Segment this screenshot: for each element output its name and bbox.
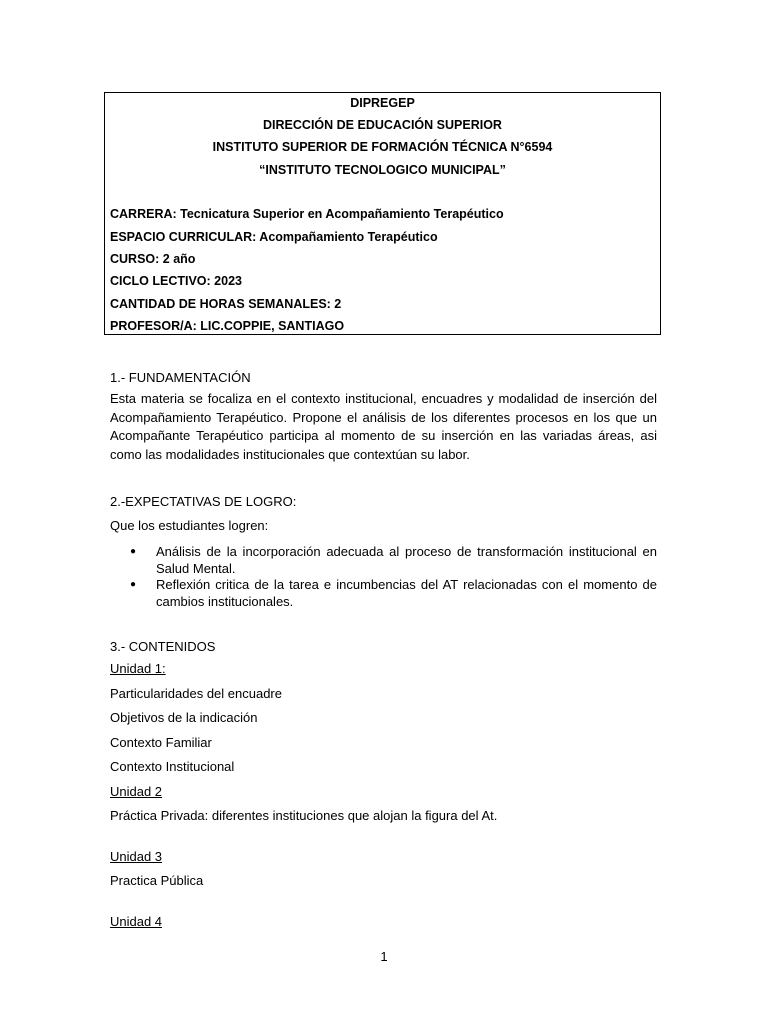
section-title-fundamentacion: 1.- FUNDAMENTACIÓN: [110, 370, 251, 385]
header-cantidad-horas: CANTIDAD DE HORAS SEMANALES: 2: [110, 297, 342, 311]
unidad-1-item: Contexto Institucional: [110, 759, 235, 774]
section-title-contenidos: 3.- CONTENIDOS: [110, 639, 216, 654]
header-profesor: PROFESOR/A: LIC.COPPIE, SANTIAGO: [110, 319, 345, 333]
header-line-instituto-nombre: “INSTITUTO TECNOLOGICO MUNICIPAL”: [259, 163, 506, 177]
header-line-dipregep: DIPREGEP: [350, 96, 415, 110]
section-title-expectativas: 2.-EXPECTATIVAS DE LOGRO:: [110, 494, 297, 509]
header-carrera: CARRERA: Tecnicatura Superior en Acompañamiento Terapéutico: [110, 207, 504, 221]
bullet-icon: ●: [130, 579, 137, 590]
unidad-2-label: Unidad 2: [110, 784, 163, 799]
bullet-icon: ●: [130, 546, 137, 557]
header-line-instituto: INSTITUTO SUPERIOR DE FORMACIÓN TÉCNICA N°6594: [212, 140, 553, 154]
unidad-1-item: Particularidades del encuadre: [110, 686, 282, 701]
unidad-1-item: Objetivos de la indicación: [110, 710, 258, 725]
page-number: 1: [380, 949, 388, 964]
unidad-1-item: Contexto Familiar: [110, 735, 212, 750]
unidad-3-text: Practica Pública: [110, 873, 204, 888]
unidad-4-label: Unidad 4: [110, 914, 163, 929]
unidad-2-text: Práctica Privada: diferentes instituciones que alojan la figura del At.: [110, 808, 498, 823]
expectativas-intro: Que los estudiantes logren:: [110, 518, 269, 533]
fundamentacion-paragraph: Esta materia se focaliza en el contexto institucional, encuadres y modalidad de inserción del Acompañamiento Terapéutico. Propone el análisis de los diferentes procesos en los que un Acompañante Terapéutico participa al momento de su inserción en las variadas áreas, asi como las modalidades institucionales que contextúan su labor.: [110, 391, 657, 462]
header-ciclo-lectivo: CICLO LECTIVO: 2023: [110, 274, 242, 288]
unidad-1-label: Unidad 1:: [110, 661, 166, 676]
header-box: [104, 92, 661, 335]
bullet-text: Reflexión critica de la tarea e incumbencias del AT relacionadas con el momento de cambios institucionales.: [156, 577, 657, 609]
header-espacio-curricular: ESPACIO CURRICULAR: Acompañamiento Terapéutico: [110, 230, 438, 244]
bullet-text: Análisis de la incorporación adecuada al proceso de transformación institucional en Salud Mental.: [156, 544, 657, 576]
header-curso: CURSO: 2 año: [110, 252, 196, 266]
header-line-direccion: DIRECCIÓN DE EDUCACIÓN SUPERIOR: [263, 118, 502, 132]
unidad-3-label: Unidad 3: [110, 849, 163, 864]
